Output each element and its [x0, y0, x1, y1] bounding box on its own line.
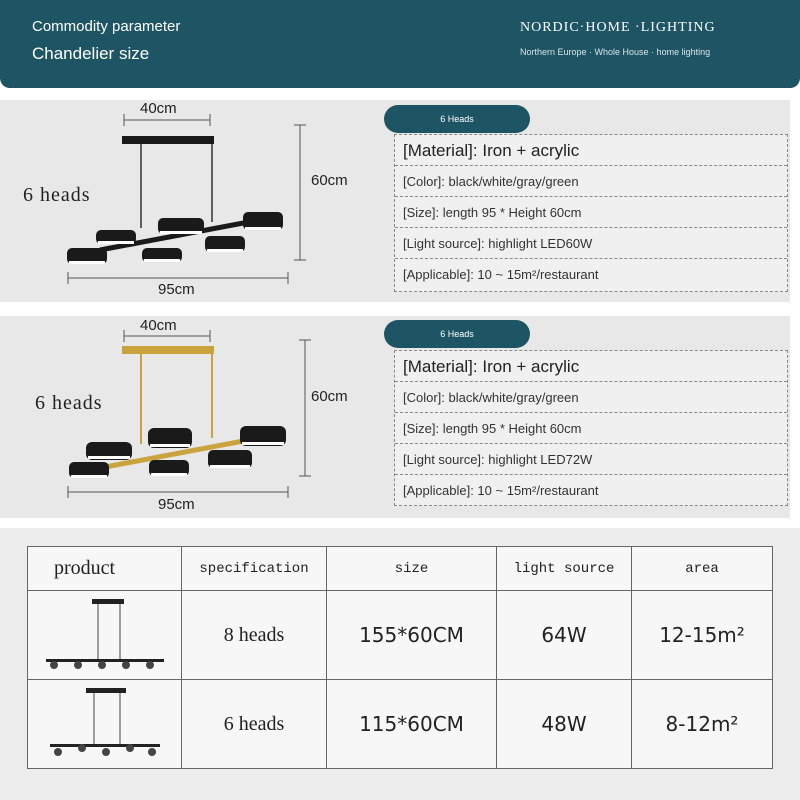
- spec-size: [Size]: length 95 * Height 60cm: [395, 413, 787, 444]
- spec-material: [Material]: Iron + acrylic: [395, 135, 787, 166]
- spec-applicable: [Applicable]: 10 ~ 15m²/restaurant: [403, 267, 599, 282]
- row-size: 155*60CM: [327, 591, 497, 680]
- spec-material: [Material]: Iron + acrylic: [395, 351, 787, 382]
- brand-tagline: Northern Europe · Whole House · home lighting: [520, 47, 711, 57]
- row-specification: 6 heads: [182, 680, 327, 769]
- spec-box: [394, 134, 788, 292]
- row-area: 12-15m²: [632, 591, 773, 680]
- table-row: [28, 680, 773, 769]
- spec-light-source: [Light source]: highlight LED72W: [395, 444, 787, 475]
- dim-width-top: 40cm: [140, 100, 177, 117]
- header-area: area: [632, 547, 773, 591]
- spec-box: [394, 350, 788, 506]
- chandelier-diagram-gold: [0, 316, 390, 518]
- header-banner: [0, 0, 800, 88]
- header-specification: specification: [182, 547, 327, 591]
- header-left-subtitle: Chandelier size: [32, 44, 150, 63]
- row-area: 8-12m²: [632, 680, 773, 769]
- table-header-row: [28, 547, 773, 591]
- spec-color: [Color]: black/white/gray/green: [395, 382, 787, 413]
- chandelier-thumbnail: [40, 593, 170, 673]
- product-section-1: [0, 100, 790, 302]
- spec-applicable: [Applicable]: 10 ~ 15m²/restaurant: [403, 483, 599, 498]
- comparison-table: [27, 546, 773, 769]
- row-light-source: 64W: [497, 591, 632, 680]
- header-left-title: Commodity parameter: [32, 18, 181, 35]
- row-light-source: 48W: [497, 680, 632, 769]
- product-thumbnail-6-heads: [28, 680, 182, 769]
- dim-height: 60cm: [311, 172, 348, 189]
- heads-label: 6 heads: [23, 184, 91, 206]
- dim-length: 95cm: [158, 496, 195, 513]
- header-product: product: [28, 547, 182, 591]
- dim-height: 60cm: [311, 388, 348, 405]
- header-size: size: [327, 547, 497, 591]
- spec-color: [Color]: black/white/gray/green: [395, 166, 787, 197]
- dim-length: 95cm: [158, 281, 195, 298]
- row-size: 115*60CM: [327, 680, 497, 769]
- product-section-2: [0, 316, 790, 518]
- heads-label: 6 heads: [35, 392, 103, 414]
- header-light-source: light source: [497, 547, 632, 591]
- spec-light-source: [Light source]: highlight LED60W: [395, 228, 787, 259]
- table-row: [28, 591, 773, 680]
- chandelier-thumbnail: [40, 682, 170, 762]
- brand-name: NORDIC·HOME ·LIGHTING: [520, 20, 716, 35]
- comparison-table-section: [0, 528, 800, 800]
- product-thumbnail-8-heads: [28, 591, 182, 680]
- heads-pill: 6 Heads: [384, 320, 530, 348]
- heads-pill: 6 Heads: [384, 105, 530, 133]
- dim-width-top: 40cm: [140, 317, 177, 334]
- spec-size: [Size]: length 95 * Height 60cm: [395, 197, 787, 228]
- row-specification: 8 heads: [182, 591, 327, 680]
